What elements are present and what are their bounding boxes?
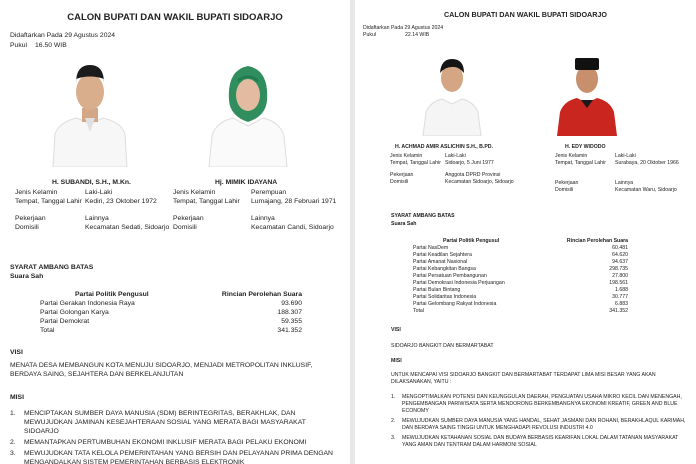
candidate-photo-subandi: [45, 52, 135, 167]
item-text: MENGOPTIMALKAN POTENSI DAN KEUNGGULAN DAERAH, PENGUATAN USAHA MIKRO KECIL DAN MENENGAH, PENGEMBANGAN PARIWISATA SERTA MENDORONG BERKEMBANGNYA EKONOMI KREATIF, GREEN AND BLUE ECONOMY: [402, 394, 682, 414]
candidate-details: [173, 214, 345, 232]
candidate-details: [173, 188, 345, 206]
party-votes: 94.637: [612, 259, 628, 265]
field-label: Domisili: [390, 179, 409, 185]
party-name: Partai Solidaritas Indonesia: [413, 294, 477, 300]
page-title: CALON BUPATI DAN WAKIL BUPATI SIDOARJO: [443, 10, 608, 19]
candidate-details: [555, 180, 690, 194]
table-row: [413, 280, 628, 287]
table-row: [413, 266, 628, 273]
party-name: Partai Keadilan Sejahtera: [413, 252, 472, 258]
candidate-name: H. SUBANDI, S.H., M.Kn.: [52, 179, 131, 186]
party-name: Total: [413, 308, 424, 314]
party-votes: 341.352: [609, 308, 628, 314]
field-value: Surabaya, 20 Oktober 1966: [615, 160, 679, 166]
votes-heading: Suara Sah: [10, 273, 44, 280]
table-row: [413, 259, 628, 266]
candidate-name: H. EDY WIDODO: [565, 144, 606, 150]
party-name: Partai Golongan Karya: [40, 309, 109, 316]
party-votes: 64.620: [612, 252, 628, 258]
party-votes: 298.735: [609, 266, 628, 272]
item-text: MEMANTAPKAN PERTUMBUHAN EKONOMI INKLUSIF MERATA BAGI PELAKU EKONOMI: [24, 439, 307, 446]
visi-heading: VISI: [391, 327, 401, 333]
party-name: Partai Bulan Bintang: [413, 287, 461, 293]
candidate-photo-edy: [555, 46, 619, 136]
misi-heading: MISI: [391, 358, 402, 364]
party-name: Partai Persatuan Pembangunan: [413, 273, 487, 279]
party-votes: 198.561: [609, 280, 628, 286]
table-header: [40, 290, 302, 299]
field-label: Tempat, Tanggal Lahir: [555, 160, 606, 166]
field-value: Sidoarjo, 5 Juni 1977: [445, 160, 494, 166]
candidate-photo-aslichin: [420, 46, 484, 136]
table-row: [413, 245, 628, 252]
item-text: MEWUJUDKAN TATA KELOLA PEMERINTAHAN YANG BERSIH DAN PELAYANAN PRIMA DENGAN MENGANDALKAN SISTEM PEMERINTAHAN BERBASIS ELEKTRONIK: [24, 450, 333, 464]
field-value: Anggota DPRD Provinsi: [445, 172, 501, 178]
table-row: [413, 308, 628, 315]
misi-heading: MISI: [10, 394, 24, 401]
misi-intro: UNTUK MENCAPAI VISI SIDOARJO BANGKIT DAN BERMARTABAT TERDAPAT LIMA MISI BESAR YANG AKAN DILAKSANAKAN, YAITU :: [391, 372, 656, 385]
table-row: [40, 326, 302, 335]
item-text: MEWUJUDKAN KETAHANAN SOSIAL DAN BUDAYA BERBASIS KEARIFAN LOKAL DALAM TATANAN MASYARAKAT YANG AMAN DAN TENTRAM DALAM HARMONI SOSIAL: [402, 435, 679, 448]
party-votes: 188.307: [277, 309, 302, 316]
field-label: Tempat, Tanggal Lahir: [173, 198, 240, 205]
item-number: 1.: [10, 410, 16, 417]
visi-heading: VISI: [10, 349, 23, 356]
column-header: Rincian Perolehan Suara: [566, 238, 628, 244]
registration-date: Didaftarkan Pada 29 Agustus 2024: [10, 32, 116, 39]
field-label: Domisili: [173, 224, 197, 231]
threshold-heading: SYARAT AMBANG BATAS: [10, 264, 94, 271]
field-value: Kecamatan Candi, Sidoarjo: [251, 224, 334, 231]
list-item: [10, 438, 335, 447]
party-name: Partai Gelombang Rakyat Indonesia: [413, 301, 497, 307]
field-label: Tempat, Tanggal Lahir: [390, 160, 441, 166]
field-value: Kecamatan Waru, Sidoarjo: [615, 187, 677, 193]
party-votes: 93.690: [281, 300, 302, 307]
page-title: CALON BUPATI DAN WAKIL BUPATI SIDOARJO: [67, 12, 283, 23]
registration-time-label: Pukul: [10, 42, 28, 49]
item-text: MENCIPTAKAN SUMBER DAYA MANUSIA (SDM) BERINTEGRITAS, BERAKHLAK, DAN MEWUJUDKAN JAMINAN KESEJAHTERAAN SOSIAL YANG MERATA BAGI MASYARAKAT SIDOARJO: [24, 410, 306, 435]
registration-time: 16.50 WIB: [35, 42, 67, 49]
candidate-name: H. ACHMAD AMIR ASLICHIN S.H., B.PD.: [395, 144, 493, 150]
column-header: Partai Politik Pengusul: [75, 291, 149, 298]
field-value: Kediri, 23 Oktober 1972: [85, 198, 157, 205]
field-label: Pekerjaan: [390, 172, 414, 178]
party-name: Partai Demokrat: [40, 318, 90, 325]
field-value: Perempuan: [251, 189, 287, 196]
party-name: Partai Demokrasi Indonesia Perjuangan: [413, 280, 505, 286]
party-votes: 6.883: [615, 301, 628, 307]
right-page: [355, 0, 696, 464]
table-header: [413, 238, 628, 245]
field-label: Pekerjaan: [173, 215, 204, 222]
table-row: [40, 299, 302, 308]
field-label: Jenis Kelamin: [555, 153, 588, 159]
list-item: [391, 418, 686, 432]
list-item: [10, 449, 335, 464]
party-votes: 59.355: [281, 318, 302, 325]
votes-heading: Suara Sah: [391, 221, 417, 227]
field-label: Pekerjaan: [555, 180, 579, 186]
item-number: 2.: [391, 418, 396, 424]
votes-table: [413, 238, 628, 315]
item-text: MEWUJUDKAN SUMBER DAYA MANUSIA YANG HANDAL, SEHAT JASMANI DAN ROHANI, BERAKHLAQUL KARIMAH, DAN BERDAYA SAING TINGGI UNTUK MENGHADAPI REVOLUSI INDUSTRI 4.0: [402, 418, 686, 431]
candidate-details: [15, 214, 170, 232]
field-value: Lumajang, 28 Februari 1971: [251, 198, 337, 205]
field-label: Jenis Kelamin: [173, 189, 216, 196]
party-votes: 60.481: [612, 245, 628, 251]
item-number: 1.: [391, 394, 396, 400]
table-row: [413, 301, 628, 308]
candidate-photo-mimik: [203, 52, 293, 167]
item-number: 3.: [10, 450, 16, 457]
field-value: Lainnya: [251, 215, 275, 222]
field-label: Jenis Kelamin: [390, 153, 423, 159]
field-label: Jenis Kelamin: [15, 189, 58, 196]
field-value: Laki-Laki: [615, 153, 636, 159]
party-name: Partai Kebangkitan Bangsa: [413, 266, 476, 272]
field-value: Laki-Laki: [445, 153, 466, 159]
field-value: Lainnya: [615, 180, 634, 186]
party-votes: 1.688: [615, 287, 628, 293]
candidate-details: [390, 172, 515, 186]
item-number: 3.: [391, 435, 396, 441]
votes-table: [40, 290, 302, 335]
registration-time-label: Pukul: [363, 32, 376, 38]
field-value: Lainnya: [85, 215, 109, 222]
visi-text: SIDOARJO BANGKIT DAN BERMARTABAT: [391, 343, 494, 349]
field-label: Pekerjaan: [15, 215, 46, 222]
table-row: [413, 252, 628, 259]
party-votes: 27.800: [612, 273, 628, 279]
candidate-details: [555, 153, 690, 167]
field-value: Kecamatan Sedati, Sidoarjo: [85, 224, 170, 231]
column-header: Partai Politik Pengusul: [443, 238, 500, 244]
field-value: Kecamatan Sidoarjo, Sidoarjo: [445, 179, 514, 185]
list-item: [391, 435, 686, 449]
table-row: [413, 294, 628, 301]
misi-list: [391, 394, 686, 449]
candidate-details: [390, 153, 515, 167]
table-row: [413, 273, 628, 280]
registration-date: Didaftarkan Pada 29 Agustus 2024: [363, 25, 444, 31]
table-row: [413, 287, 628, 294]
field-label: Domisili: [555, 187, 574, 193]
misi-list: [10, 409, 335, 464]
party-name: Total: [40, 327, 55, 334]
registration-time: 22.14 WIB: [405, 32, 430, 38]
visi-text: MENATA DESA MEMBANGUN KOTA MENUJU SIDOARJO, MENJADI METROPOLITAN INKLUSIF, BERDAYA SAING, SEJAHTERA DAN BERKELANJUTAN: [10, 362, 313, 378]
party-votes: 30.777: [612, 294, 628, 300]
party-votes: 341.352: [277, 327, 302, 334]
field-value: Laki-Laki: [85, 189, 113, 196]
list-item: [391, 394, 686, 415]
item-number: 2.: [10, 439, 16, 446]
table-row: [40, 317, 302, 326]
party-name: Partai NasDem: [413, 245, 449, 251]
table-row: [40, 308, 302, 317]
candidate-details: [15, 188, 170, 206]
column-header: Rincian Perolehan Suara: [221, 291, 302, 298]
list-item: [10, 409, 335, 436]
party-name: Partai Amanat Nasional: [413, 259, 468, 265]
candidate-name: Hj. MIMIK IDAYANA: [215, 179, 278, 186]
field-label: Domisili: [15, 224, 39, 231]
field-label: Tempat, Tanggal Lahir: [15, 198, 82, 205]
threshold-heading: SYARAT AMBANG BATAS: [391, 213, 455, 219]
party-name: Partai Gerakan Indonesia Raya: [40, 300, 135, 307]
